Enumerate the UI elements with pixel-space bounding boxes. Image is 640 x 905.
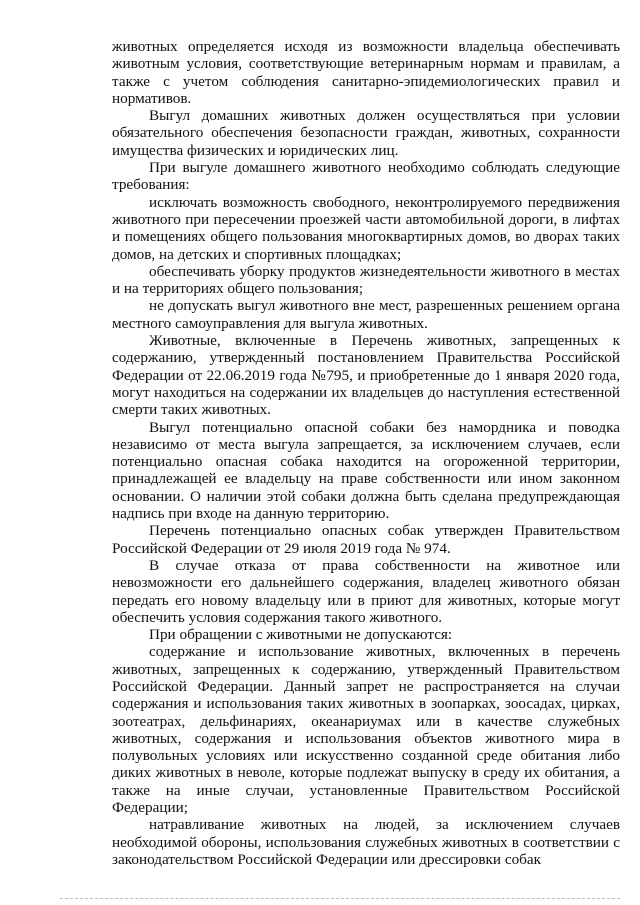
list-item-walking-places: не допускать выгул животного вне мест, разрешенных решением органа местного самоуправления для выгула животных. [112,297,620,332]
paragraph-walking-requirements: При выгуле домашнего животного необходимо соблюдать следующие требования: [112,159,620,194]
list-item-uncontrolled-movement: исключать возможность свободного, неконтролируемого передвижения животного при пересечении проезжей части автомобильной дороги, в лифтах и помещениях общего пользования многоквартирных домов, во дворах таких домов, на детских и спортивных площадках; [112,193,620,263]
paragraph-ownership-refusal: В случае отказа от права собственности на животное или невозможности его дальнейшего содержания, владелец животного обязан передать его новому владельцу или в приют для животных, которые могут обеспечить условия содержания такого животного. [112,556,620,626]
list-item-setting-on-people: натравливание животных на людей, за исключением случаев необходимой обороны, использования служебных животных в соответствии с законодательством Российской Федерации или дрессировки собак [112,816,620,868]
paragraph-not-allowed-heading: При обращении с животными не допускаются: [149,626,453,644]
paragraph-prohibited-animals: Животные, включенные в Перечень животных, запрещенных к содержанию, утвержденный постановлением Правительства Российской Федерации от 22.06.2019 года №795, и приобретенные до 1 января 2020 года, могут находиться на содержании их владельцев до наступления естественной смерти таких животных. [112,332,620,419]
paragraph-walking-safety: Выгул домашних животных должен осуществляться при условии обязательного обеспечения безопасности граждан, животных, сохранности имущества физических и юридических лиц. [112,107,620,159]
list-item-waste-cleanup: обеспечивать уборку продуктов жизнедеятельности животного в местах и на территориях общего пользования; [112,262,620,298]
document-page [112,38,620,868]
paragraph-continuation: животных определяется исходя из возможности владельца обеспечивать животным условия, соответствующие ветеринарным нормам и правилам, а также с учетом соблюдения санитарно-эпидемиологических правил и нормативов. [112,38,620,107]
page-bottom-edge [60,898,620,899]
paragraph-dangerous-dogs: Выгул потенциально опасной собаки без намордника и поводка независимо от места выгула запрещается, за исключением случаев, если потенциально опасная собака находится на огороженной территории, принадлежащей ее владельцу на праве собственности или ином законном основании. О наличии этой собаки должна быть сделана предупреждающая надпись при входе на данную территорию. [112,418,620,523]
list-item-prohibited-keeping: содержание и использование животных, включенных в перечень животных, запрещенных к содержанию, утвержденный Правительством Российской Федерации. Данный запрет не распространяется на случаи содержания и использования таких животных в зоопарках, зоосадах, цирках, зоотеатрах, дельфинариях, океанариумах или в качестве служебных животных, содержания и использования объектов животного мира в полувольных условиях или искусственно созданной среде обитания либо диких животных в неволе, которые подлежат выпуску в среду их обитания, а также на иные случаи, установленные Правительством Российской Федерации; [112,643,620,817]
paragraph-dangerous-dogs-list: Перечень потенциально опасных собак утвержден Правительством Российской Федерации от 29 июля 2019 года № 974. [112,522,620,557]
